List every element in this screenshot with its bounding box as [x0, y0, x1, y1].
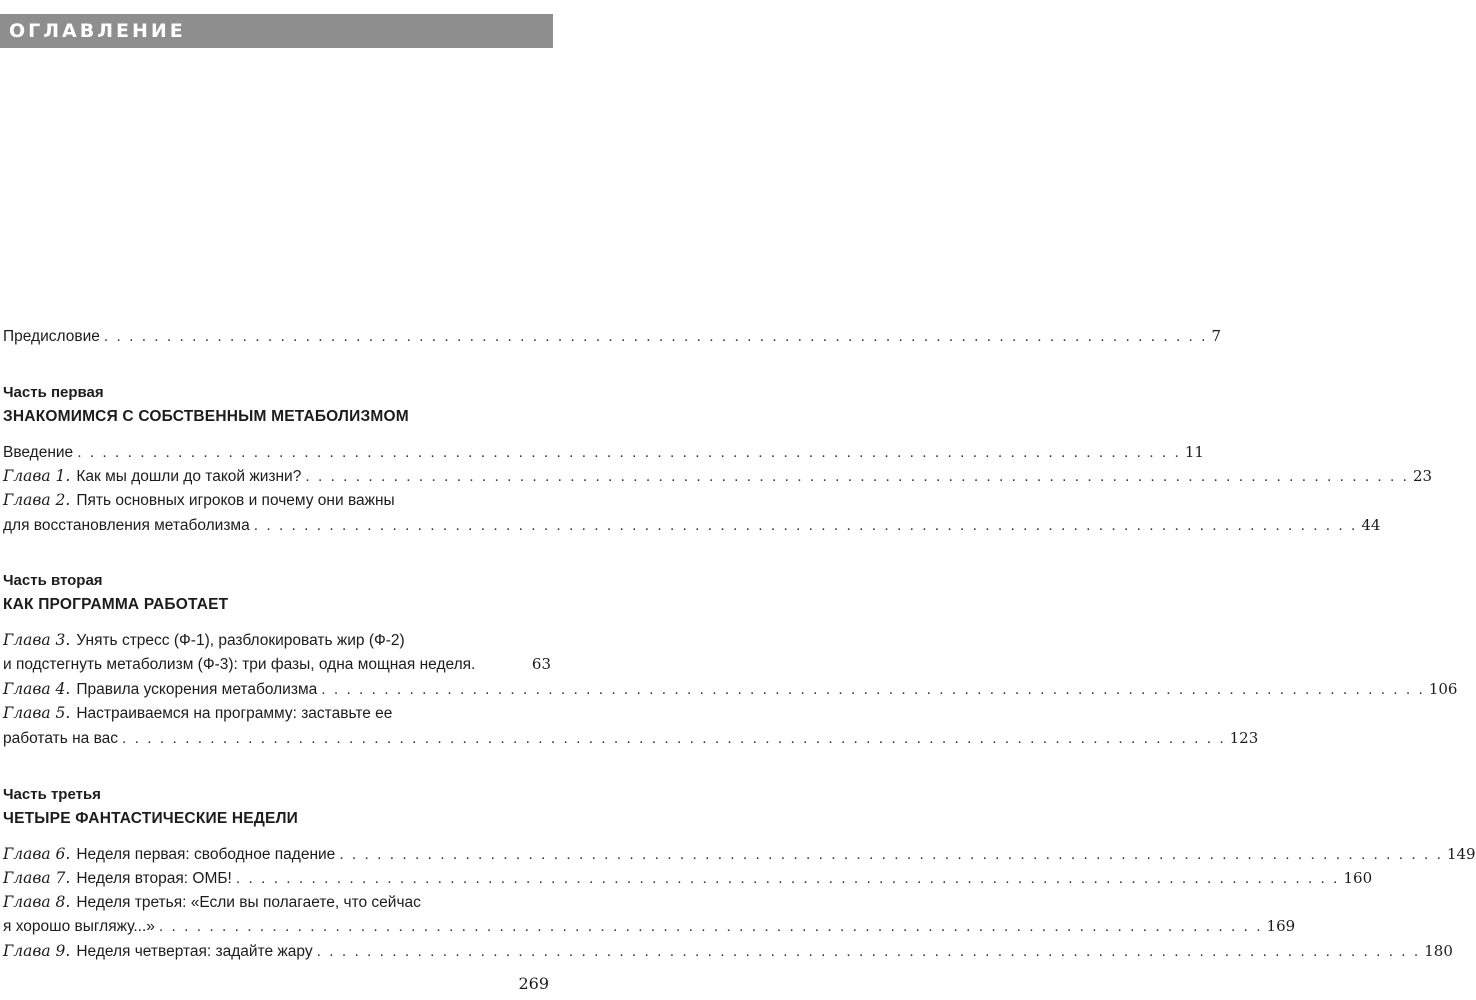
- toc-entry-text: работать на вас: [3, 730, 119, 747]
- chapter-label: Глава 3.: [3, 631, 71, 649]
- toc-entry[interactable]: [3, 441, 1204, 464]
- chapter-label: Глава 7.: [3, 869, 71, 887]
- toc-page-number: 180: [1424, 942, 1453, 960]
- toc-leader: . . . . . . . . . . . . . . . . . . . . . . . . . . . . . . . . . . . . . . . . . . . . . . . . . . . . . . . . . . . . . . . . . . . . . . . . . . . . . . . . . . . . . . . .: [122, 730, 1226, 747]
- chapter-label: Глава 4.: [3, 680, 71, 698]
- toc-entry-text: Пять основных игроков и почему они важны: [76, 492, 395, 509]
- toc-page-number: 169: [1266, 917, 1296, 935]
- chapter-label: Глава 5.: [3, 704, 71, 722]
- toc-entry-text: Настраиваемся на программу: заставьте ее: [76, 705, 393, 722]
- toc-entry[interactable]: [3, 891, 551, 914]
- toc-leader: . . . . . . . . . . . . . . . . . . . . . . . . . . . . . . . . . . . . . . . . . . . . . . . . . . . . . . . . . . . . . . . . . . . . . . . . . . . . . . . . . . . . . . . .: [103, 328, 1208, 345]
- toc-entry[interactable]: [3, 489, 551, 512]
- part-label: Часть первая: [3, 384, 104, 401]
- toc-page-number: 23: [1412, 467, 1433, 485]
- toc-leader: . . . . . . . . . . . . . . . . . . . . . . . . . . . . . . . . . . . . . . . . . . . . . . . . . . . . . . . . . . . . . . . . . . . . . . . . . . . . . . . . . . . . . . . .: [253, 517, 1358, 534]
- toc-entry-text: Неделя первая: свободное падение: [76, 846, 336, 863]
- toc-entry-text: Неделя четвертая: задайте жару: [76, 943, 313, 960]
- toc-page-number: 44: [1361, 516, 1381, 534]
- toc-entry-text: и подстегнуть метаболизм (Ф-3): три фазы, одна мощная неделя.: [3, 656, 476, 673]
- toc-entry[interactable]: [3, 465, 1433, 488]
- toc-leader: . . . . . . . . . . . . . . . . . . . . . . . . . . . . . . . . . . . . . . . . . . . . . . . . . . . . . . . . . . . . . . . . . . . . . . . . . . . . . . . . . . . . . . . .: [316, 943, 1421, 960]
- chapter-label: Глава 8.: [3, 893, 71, 911]
- chapter-label: Глава 2.: [3, 491, 71, 509]
- part-label: Часть третья: [3, 786, 101, 803]
- toc-entry[interactable]: [3, 678, 1458, 701]
- toc-entry-text: Правила ускорения метаболизма: [76, 681, 318, 698]
- toc-entry-continuation[interactable]: [3, 653, 551, 676]
- part-label: Часть вторая: [3, 572, 103, 589]
- toc-page-number: 123: [1229, 729, 1259, 747]
- toc-entry-text: я хорошо выгляжу...»: [3, 918, 155, 935]
- chapter-label: Глава 9.: [3, 942, 71, 960]
- page-number: 269: [518, 974, 549, 993]
- toc-leader: . . . . . . . . . . . . . . . . . . . . . . . . . . . . . . . . . . . . . . . . . . . . . . . . . . . . . . . . . . . . . . . . . . . . . . . . . . . . . . . . . . . . . . . .: [321, 681, 1425, 698]
- toc-leader: . . . . . . . . . . . . . . . . . . . . . . . . . . . . . . . . . . . . . . . . . . . . . . . . . . . . . . . . . . . . . . . . . . . . . . . . . . . . . . . . . . . . . . . .: [158, 918, 1263, 935]
- toc-entry[interactable]: [3, 867, 1373, 890]
- part-title: ЗНАКОМИМСЯ С СОБСТВЕННЫМ МЕТАБОЛИЗМОМ: [3, 408, 409, 425]
- toc-entry-text: для восстановления метаболизма: [3, 517, 250, 534]
- toc-leader: . . . . . . . . . . . . . . . . . . . . . . . . . . . . . . . . . . . . . . . . . . . . . . . . . . . . . . . . . . . . . . . . . . . . . . . . . . . . . . . . . . . . . . . .: [339, 846, 1443, 863]
- toc-entry[interactable]: [3, 940, 1453, 963]
- part-title: КАК ПРОГРАММА РАБОТАЕТ: [3, 596, 229, 613]
- toc-entry-text: Предисловие: [3, 328, 100, 345]
- part-title: ЧЕТЫРЕ ФАНТАСТИЧЕСКИЕ НЕДЕЛИ: [3, 810, 298, 827]
- toc-entry[interactable]: [3, 843, 1476, 866]
- toc-entry-continuation[interactable]: [3, 514, 1381, 537]
- toc-entry-text: Унять стресс (Ф-1), разблокировать жир (Ф-2): [76, 632, 405, 649]
- toc-entry-continuation[interactable]: [3, 915, 1296, 938]
- toc-page-number: 106: [1428, 680, 1458, 698]
- toc-entry-text: Как мы дошли до такой жизни?: [76, 468, 302, 485]
- toc-page-number: 11: [1184, 443, 1204, 461]
- chapter-label: Глава 6.: [3, 845, 71, 863]
- toc-entry[interactable]: [3, 629, 551, 652]
- toc-page-number: 160: [1343, 869, 1373, 887]
- toc-entry-continuation[interactable]: [3, 727, 1259, 750]
- toc-entry[interactable]: [3, 702, 551, 725]
- toc-leader: . . . . . . . . . . . . . . . . . . . . . . . . . . . . . . . . . . . . . . . . . . . . . . . . . . . . . . . . . . . . . . . . . . . . . . . . . . . . . . . . . . . . . . . .: [305, 468, 1409, 485]
- toc-entry-preface[interactable]: [3, 325, 1222, 348]
- page-title: ОГЛАВЛЕНИЕ: [9, 20, 186, 42]
- toc-page-number: 7: [1211, 327, 1222, 345]
- toc-entry-text: Неделя третья: «Если вы полагаете, что сейчас: [76, 894, 421, 911]
- toc-entry-text: Введение: [3, 444, 74, 461]
- toc-page-number: 63: [531, 655, 551, 673]
- toc-leader: . . . . . . . . . . . . . . . . . . . . . . . . . . . . . . . . . . . . . . . . . . . . . . . . . . . . . . . . . . . . . . . . . . . . . . . . . . . . . . . . . . . . . . . .: [77, 444, 1181, 461]
- toc-entry-text: Неделя вторая: ОМБ!: [76, 870, 232, 887]
- toc-page-number: 149: [1446, 845, 1476, 863]
- toc-leader: . . . . . . . . . . . . . . . . . . . . . . . . . . . . . . . . . . . . . . . . . . . . . . . . . . . . . . . . . . . . . . . . . . . . . . . . . . . . . . . . . . . . . . . .: [235, 870, 1340, 887]
- chapter-label: Глава 1.: [3, 467, 71, 485]
